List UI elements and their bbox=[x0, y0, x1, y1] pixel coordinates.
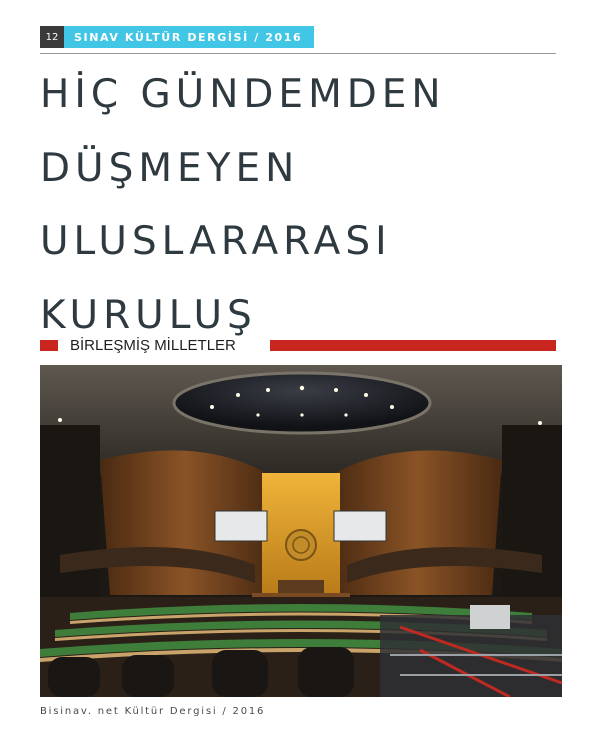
subtitle-row bbox=[40, 336, 556, 356]
red-accent-bar-left bbox=[40, 340, 58, 351]
general-assembly-hall-photo bbox=[40, 365, 562, 697]
magazine-header bbox=[40, 26, 314, 48]
footer-credit: Bisinav. net Kültür Dergisi / 2016 bbox=[40, 706, 266, 717]
headline-line-2: DÜŞMEYEN bbox=[40, 145, 300, 191]
headline-line-3: ULUSLARARASI bbox=[40, 219, 392, 264]
page-number: 12 bbox=[40, 26, 64, 48]
magazine-title: SINAV KÜLTÜR DERGİSİ / 2016 bbox=[64, 26, 314, 48]
header-divider bbox=[40, 53, 556, 54]
headline-line-4: KURULUŞ bbox=[40, 292, 257, 338]
article-headline bbox=[40, 58, 580, 352]
article-subtitle: BİRLEŞMİŞ MİLLETLER bbox=[70, 337, 236, 354]
red-accent-bar-right bbox=[270, 340, 556, 351]
headline-line-1: HİÇ GÜNDEMDEN bbox=[40, 72, 446, 117]
